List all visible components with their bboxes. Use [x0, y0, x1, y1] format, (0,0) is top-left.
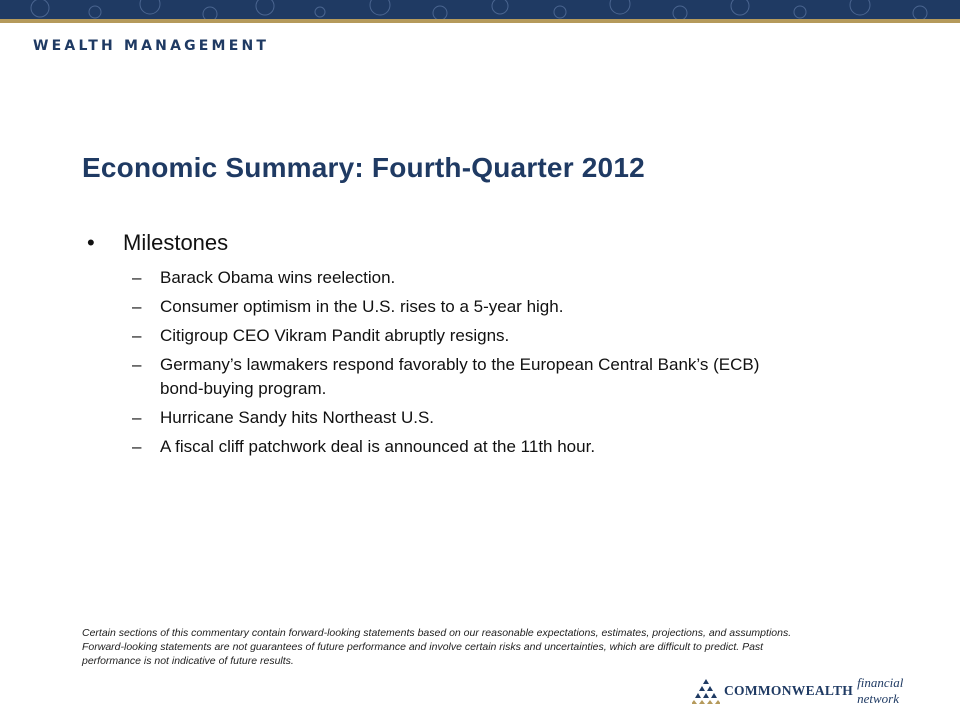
list-item	[82, 324, 842, 348]
list-item-text: A fiscal cliff patchwork deal is announced at the 11th hour.	[160, 437, 596, 456]
list-item-text: Germany’s lawmakers respond favorably to the European Central Bank’s (ECB) bond-buying program.	[160, 355, 760, 398]
dash-icon: –	[132, 268, 142, 287]
banner-pattern	[0, 0, 960, 19]
list-item	[82, 295, 842, 319]
list-item-text: Consumer optimism in the U.S. rises to a 5-year high.	[160, 297, 564, 316]
list-item	[82, 266, 842, 290]
list-item	[82, 435, 842, 459]
dash-icon: –	[132, 408, 142, 427]
forward-looking-disclaimer: Certain sections of this commentary contain forward-looking statements based on our reasonable expectations, estimates, projections, and assumptions. Forward-looking statements are not guarantees of future performance and involve certain risks and uncertainties, which are difficult to predict. Past performance is not indicative of future results.	[82, 627, 792, 667]
pyramid-logo-icon	[692, 678, 720, 704]
list-item-text: Barack Obama wins reelection.	[160, 268, 396, 287]
milestones-section	[82, 230, 842, 464]
milestones-bullet	[82, 230, 842, 256]
header-banner	[0, 0, 960, 19]
list-item-text: Citigroup CEO Vikram Pandit abruptly resigns.	[160, 326, 510, 345]
list-item-text: Hurricane Sandy hits Northeast U.S.	[160, 408, 435, 427]
list-item	[82, 406, 842, 430]
milestones-list	[82, 266, 842, 459]
list-item	[82, 353, 842, 401]
commonwealth-logo	[692, 675, 942, 706]
logo-name: COMMONWEALTH	[724, 683, 854, 698]
dash-icon: –	[132, 297, 142, 316]
header-rule	[0, 19, 960, 23]
dash-icon: –	[132, 355, 142, 374]
logo-tagline: financial network	[857, 675, 904, 706]
bullet-icon: •	[87, 230, 95, 255]
slide-title: Economic Summary: Fourth-Quarter 2012	[82, 152, 645, 183]
dash-icon: –	[132, 326, 142, 345]
milestones-label: Milestones	[123, 230, 229, 255]
dash-icon: –	[132, 437, 142, 456]
wealth-management-wordmark: WEALTH MANAGEMENT	[33, 38, 270, 54]
